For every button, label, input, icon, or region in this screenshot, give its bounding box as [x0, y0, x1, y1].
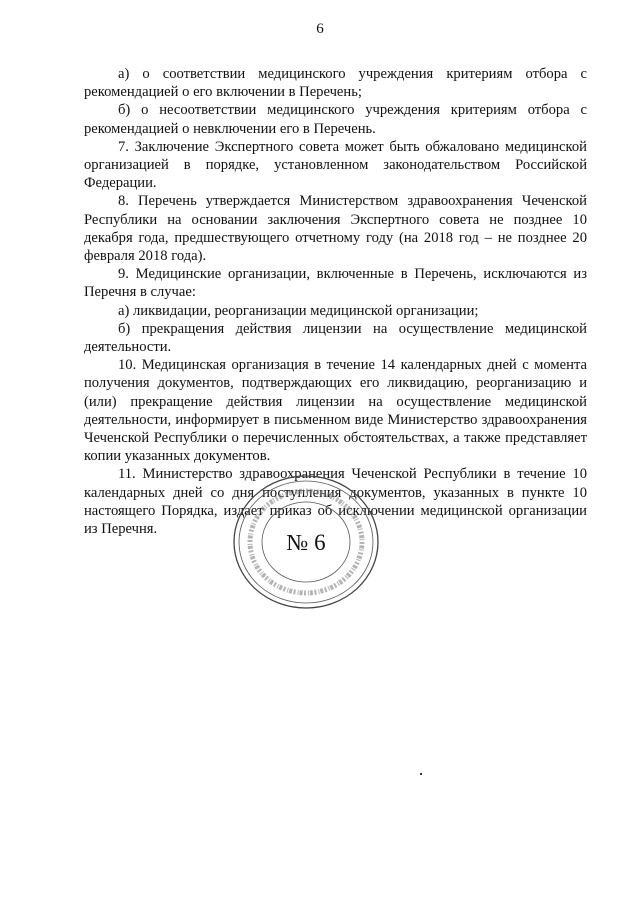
- mark-dot: [420, 773, 422, 775]
- official-stamp: [232, 474, 380, 610]
- paragraph-9b: б) прекращения действия лицензии на осуществление медицинской деятельности.: [84, 320, 587, 356]
- paragraph-10: 10. Медицинская организация в течение 14 календарных дней с момента получения документов, подтверждающих его ликвидацию, реорганизацию и (или) прекращение действия лицензии на осуществление медицинской деятельности, информирует в письменном виде Министерство здравоохранения Чеченской Республики о перечисленных обстоятельствах, а также представляет копии указанных документов.: [84, 357, 587, 465]
- paragraph-7: 7. Заключение Экспертного совета может быть обжаловано медицинской организацией в порядке, установленном законодательством Российской Федерации.: [84, 138, 587, 192]
- page-number: 6: [316, 21, 324, 37]
- paragraph-6b: б) о несоответствии медицинского учреждения критериям отбора с рекомендацией о невключении его в Перечень.: [84, 102, 587, 137]
- paragraph-9: 9. Медицинские организации, включенные в Перечень, исключаются из Перечня в случае:: [84, 266, 587, 301]
- stamp-label: № 6: [286, 530, 326, 555]
- paragraph-9a: а) ликвидации, реорганизации медицинской организации;: [118, 302, 479, 319]
- document-body: [84, 65, 587, 538]
- paragraph-8: 8. Перечень утверждается Министерством здравоохранения Чеченской Республики на основании заключения Экспертного совета не позднее 10 декабря года, предшествующего отчетному году (на 2018 год – не позднее 20 февраля 2018 года).: [84, 193, 587, 265]
- paragraph-11: 11. Министерство здравоохранения Чеченской Республики в течение 10 календарных дней со дня поступления документов, указанных в пункте 10 настоящего Порядка, издает приказ об исключении медицинской организации из Перечня.: [84, 466, 587, 538]
- paragraph-6a: а) о соответствии медицинского учреждения критериям отбора с рекомендацией о его включении в Перечень;: [84, 66, 587, 101]
